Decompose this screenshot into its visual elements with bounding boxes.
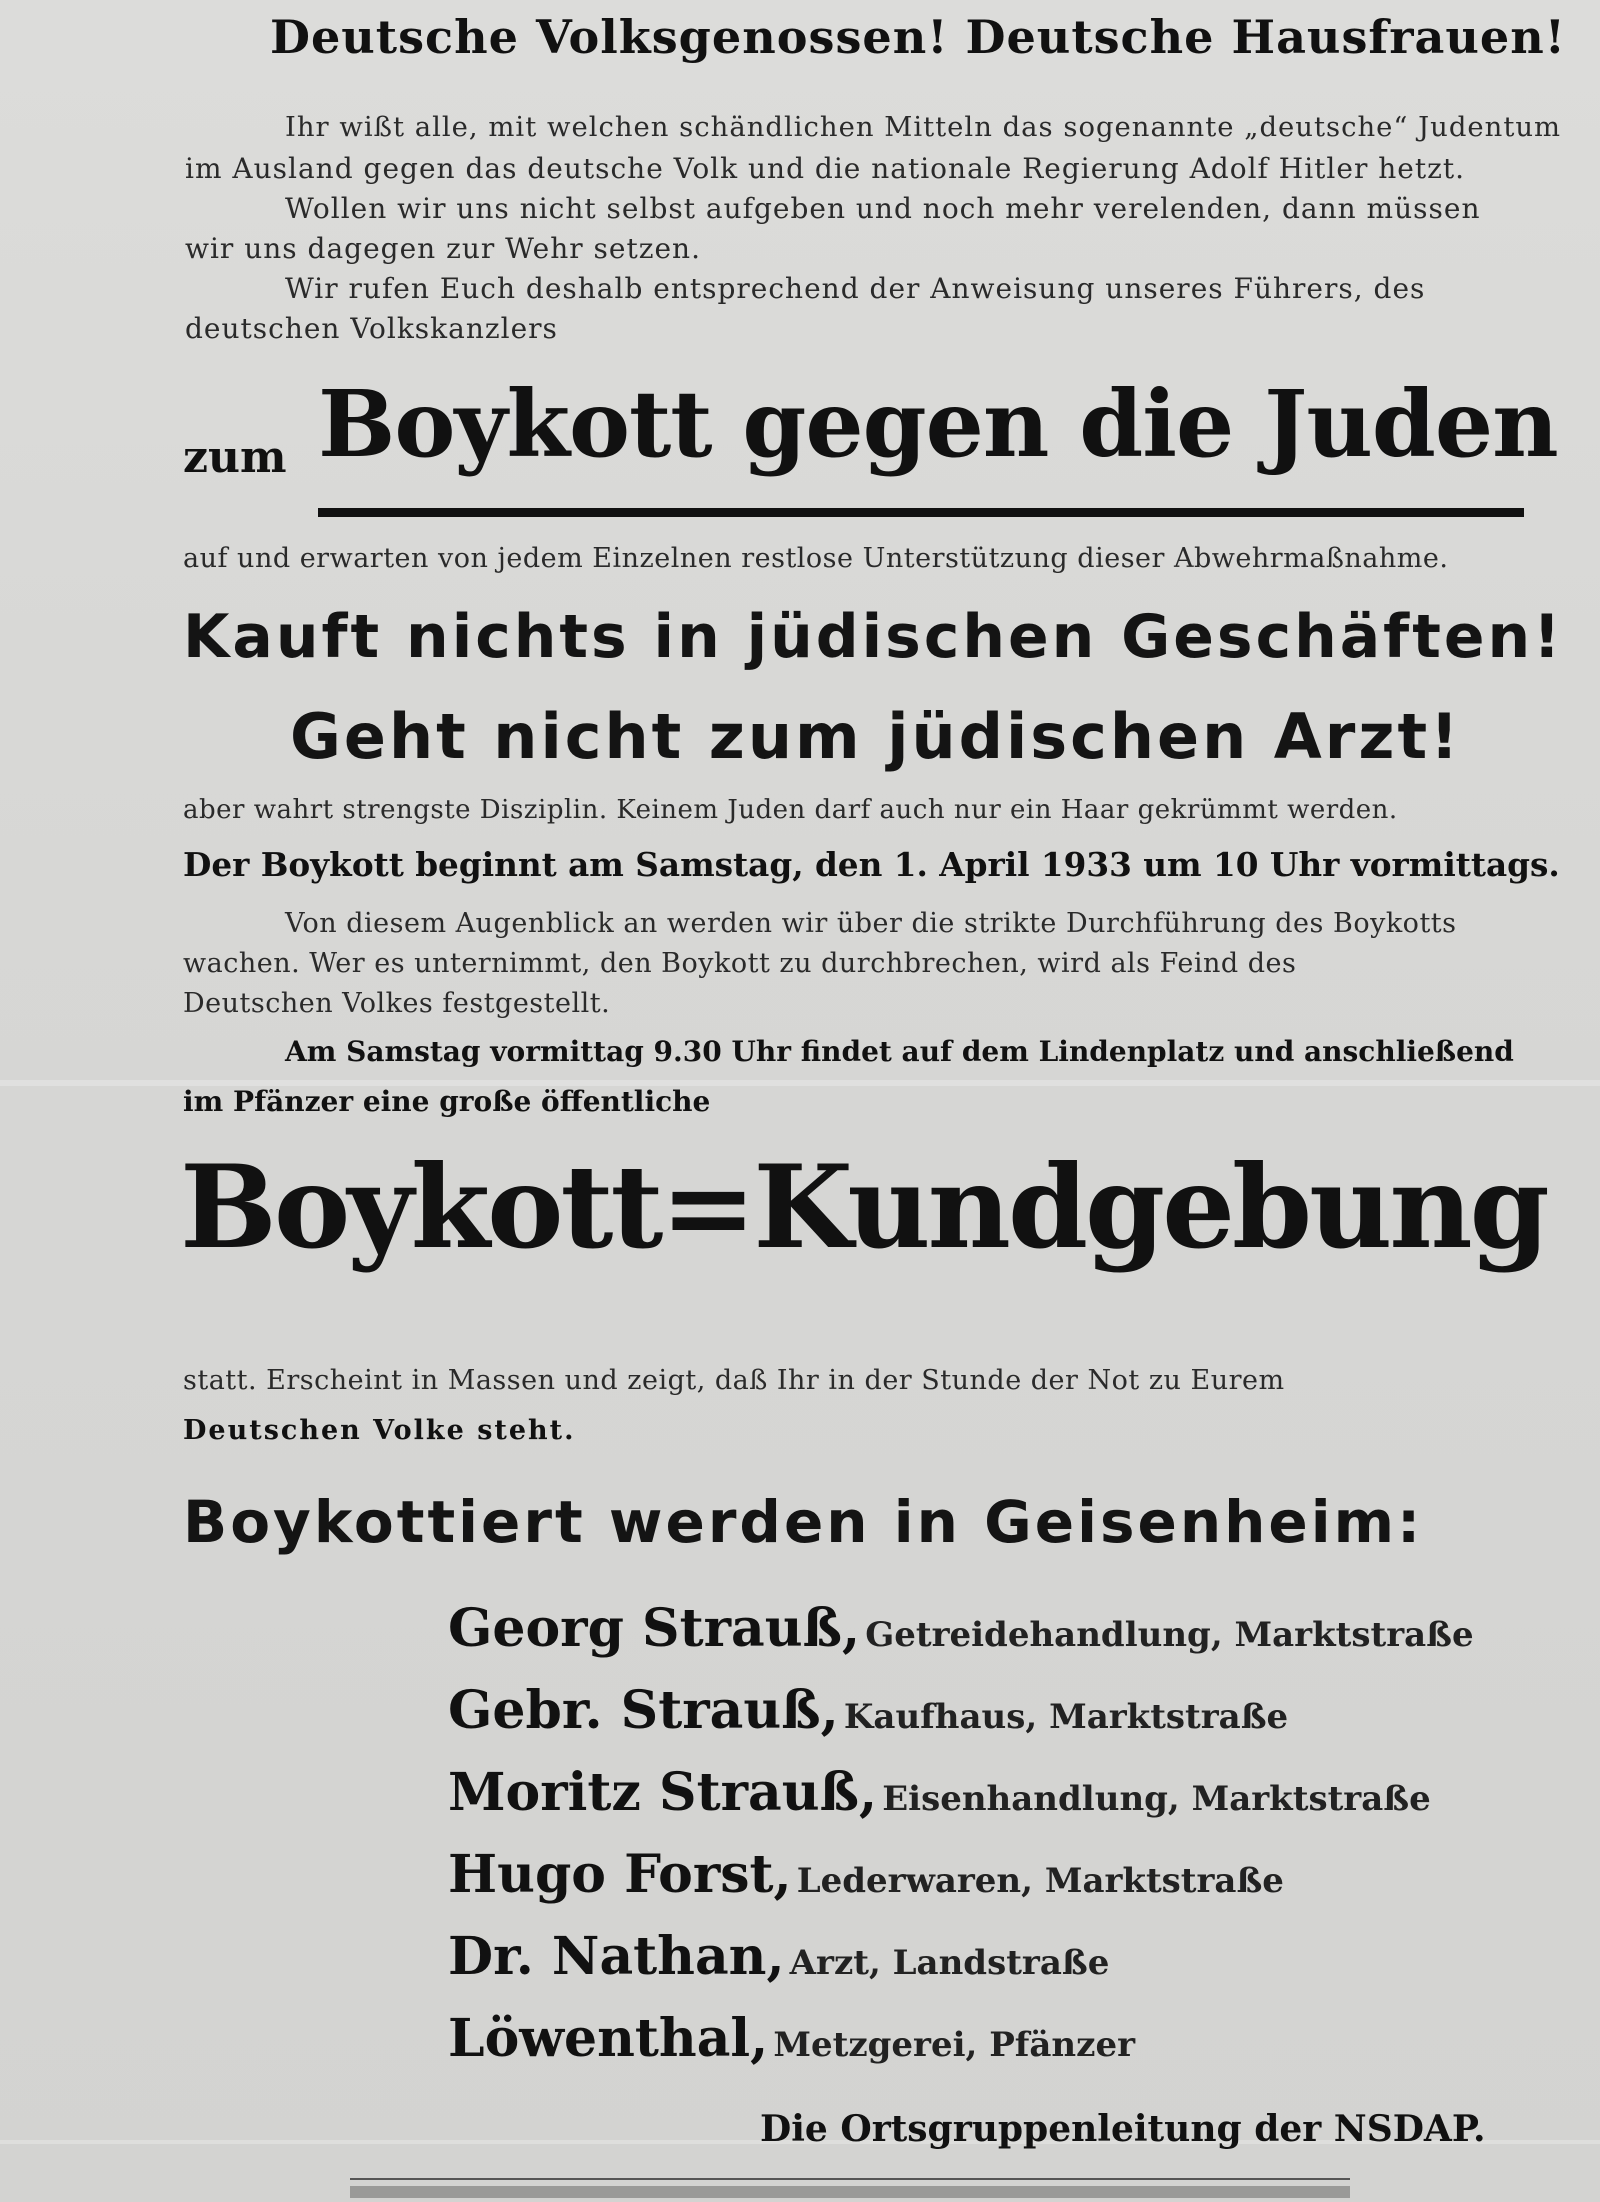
boycott-list-item <box>448 1844 1284 1905</box>
appeal-line: auf und erwarten von jedem Einzelnen restlose Unterstützung dieser Abwehrmaßnahme. <box>183 543 1449 574</box>
business-name: Gebr. Strauß, <box>448 1680 839 1741</box>
heading-underline <box>318 508 1524 517</box>
boycott-heading-prefix: zum <box>183 432 287 483</box>
intro-line: im Ausland gegen das deutsche Volk und die nationale Regierung Adolf Hitler hetzt. <box>185 152 1465 185</box>
business-detail: Getreidehandlung, Marktstraße <box>865 1615 1474 1655</box>
discipline-line: Von diesem Augenblick an werden wir über die strikte Durchführung des Boykotts <box>285 908 1457 939</box>
imprint-illegible <box>350 2186 1350 2198</box>
boycott-list-item <box>448 1762 1431 1823</box>
boycott-start: Der Boykott beginnt am Samstag, den 1. April 1933 um 10 Uhr vormittags. <box>183 845 1560 884</box>
business-detail: Lederwaren, Marktstraße <box>796 1861 1284 1901</box>
slogan-doctor: Geht nicht zum jüdischen Arzt! <box>290 700 1462 773</box>
imprint-rule <box>350 2178 1350 2180</box>
slogan-shops: Kauft nichts in jüdischen Geschäften! <box>183 602 1564 672</box>
intro-line: Wir rufen Euch deshalb entsprechend der Anweisung unseres Führers, des <box>285 272 1426 305</box>
poster-header: Deutsche Volksgenossen! Deutsche Hausfrauen! <box>270 10 1566 64</box>
intro-line: Wollen wir uns nicht selbst aufgeben und noch mehr verelenden, dann müssen <box>285 192 1481 225</box>
boycott-list-item <box>448 1926 1109 1987</box>
discipline-line: Deutschen Volkes festgestellt. <box>183 988 611 1019</box>
business-detail: Eisenhandlung, Marktstraße <box>882 1779 1431 1819</box>
discipline-line: aber wahrt strengste Disziplin. Keinem Juden darf auch nur ein Haar gekrümmt werden. <box>183 795 1398 825</box>
intro-line: deutschen Volkskanzlers <box>185 312 558 345</box>
business-name: Georg Strauß, <box>448 1598 861 1659</box>
business-name: Dr. Nathan, <box>448 1926 785 1987</box>
rally-announcement: im Pfänzer eine große öffentliche <box>183 1085 711 1118</box>
rally-heading: Boykott=Kundgebung <box>180 1140 1547 1275</box>
boycott-list-item <box>448 1680 1288 1741</box>
intro-line: wir uns dagegen zur Wehr setzen. <box>185 232 701 265</box>
rally-text: statt. Erscheint in Massen und zeigt, daß Ihr in der Stunde der Not zu Eurem <box>183 1365 1285 1396</box>
business-detail: Kaufhaus, Marktstraße <box>843 1697 1289 1737</box>
discipline-line: wachen. Wer es unternimmt, den Boykott zu durchbrechen, wird als Feind des <box>183 948 1297 979</box>
intro-line: Ihr wißt alle, mit welchen schändlichen Mitteln das sogenannte „deutsche“ Judentum <box>285 112 1562 143</box>
boycott-heading: Boykott gegen die Juden <box>318 370 1558 478</box>
boycott-list-heading: Boykottiert werden in Geisenheim: <box>183 1488 1424 1556</box>
boycott-list-item <box>448 1598 1474 1659</box>
rally-text: Deutschen Volke steht. <box>183 1415 576 1446</box>
signature: Die Ortsgruppenleitung der NSDAP. <box>760 2108 1486 2150</box>
business-name: Hugo Forst, <box>448 1844 792 1905</box>
business-detail: Arzt, Landstraße <box>789 1943 1110 1983</box>
business-detail: Metzgerei, Pfänzer <box>773 2025 1135 2065</box>
business-name: Löwenthal, <box>448 2008 769 2069</box>
business-name: Moritz Strauß, <box>448 1762 878 1823</box>
rally-announcement: Am Samstag vormittag 9.30 Uhr findet auf dem Lindenplatz und anschließend <box>285 1035 1514 1068</box>
boycott-list-item <box>448 2008 1135 2069</box>
